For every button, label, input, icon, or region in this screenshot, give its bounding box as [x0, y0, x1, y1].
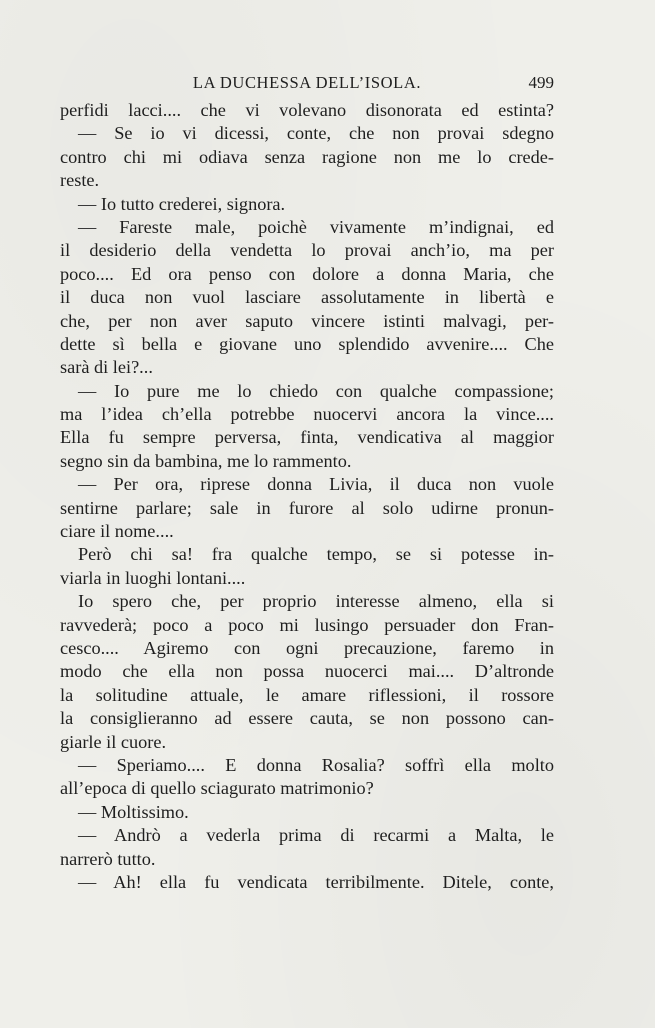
text-line: — Ah! ella fu vendicata terribilmente. Ditele, conte,	[78, 871, 554, 892]
text-line: sarà di lei?...	[60, 357, 153, 378]
text-line: — Moltissimo.	[78, 801, 189, 822]
text-line: ma l’idea ch’ella potrebbe nuocervi ancora la vince....	[60, 404, 554, 425]
running-title: LA DUCHESSA DELL’ISOLA.	[192, 73, 422, 92]
text-line: il duca non vuol lasciare assolutamente in libertà e	[60, 287, 554, 308]
text-line: giarle il cuore.	[60, 731, 167, 752]
running-header	[60, 73, 554, 95]
text-line: segno sin da bambina, me lo rammento.	[60, 450, 352, 471]
text-line: — Andrò a vederla prima di recarmi a Malta, le	[78, 825, 554, 846]
text-line: perfidi lacci.... che vi volevano disonorata ed estinta?	[60, 100, 554, 120]
text-line: — Io pure me lo chiedo con qualche compassione;	[78, 380, 554, 401]
text-line: viarla in luoghi lontani....	[60, 567, 246, 588]
text-line: cesco.... Agiremo con ogni precauzione, faremo in	[60, 637, 554, 658]
page-number: 499	[528, 73, 554, 92]
text-line: reste.	[60, 170, 100, 191]
text-line: il desiderio della vendetta lo provai anch’io, ma per	[60, 240, 554, 261]
text-line: — Speriamo.... E donna Rosalia? soffrì ella molto	[78, 754, 554, 775]
body-text	[60, 99, 554, 894]
text-line: contro chi mi odiava senza ragione non me lo crede-	[60, 146, 554, 167]
text-line: — Per ora, riprese donna Livia, il duca non vuole	[78, 474, 554, 495]
text-line: — Fareste male, poichè vivamente m’indignai, ed	[78, 216, 554, 237]
text-line: la consiglieranno ad essere cauta, se non possono can-	[60, 708, 554, 729]
text-line: ravvederà; poco a poco mi lusingo persuader don Fran-	[60, 614, 554, 635]
text-line: che, per non aver saputo vincere istinti malvagi, per-	[60, 310, 554, 331]
text-line: modo che ella non possa nuocerci mai.... D’altronde	[60, 661, 554, 682]
text-line: poco.... Ed ora penso con dolore a donna Maria, che	[60, 263, 554, 284]
text-line: all’epoca di quello sciagurato matrimonio?	[60, 778, 374, 799]
text-line: Io spero che, per proprio interesse almeno, ella si	[78, 591, 554, 612]
text-line: Ella fu sempre perversa, finta, vendicativa al maggior	[60, 427, 554, 448]
text-line: — Io tutto crederei, signora.	[78, 193, 286, 214]
text-line: dette sì bella e giovane uno splendido avvenire.... Che	[60, 333, 554, 354]
text-line: Però chi sa! fra qualche tempo, se si potesse in-	[78, 544, 554, 565]
text-line: narrerò tutto.	[60, 848, 156, 869]
text-line: sentirne parlare; sale in furore al solo udirne pronun-	[60, 497, 554, 518]
text-line: la solitudine attuale, le amare riflessioni, il rossore	[60, 684, 554, 705]
text-line: — Se io vi dicessi, conte, che non provai sdegno	[78, 123, 554, 144]
text-line: ciare il nome....	[60, 521, 174, 542]
